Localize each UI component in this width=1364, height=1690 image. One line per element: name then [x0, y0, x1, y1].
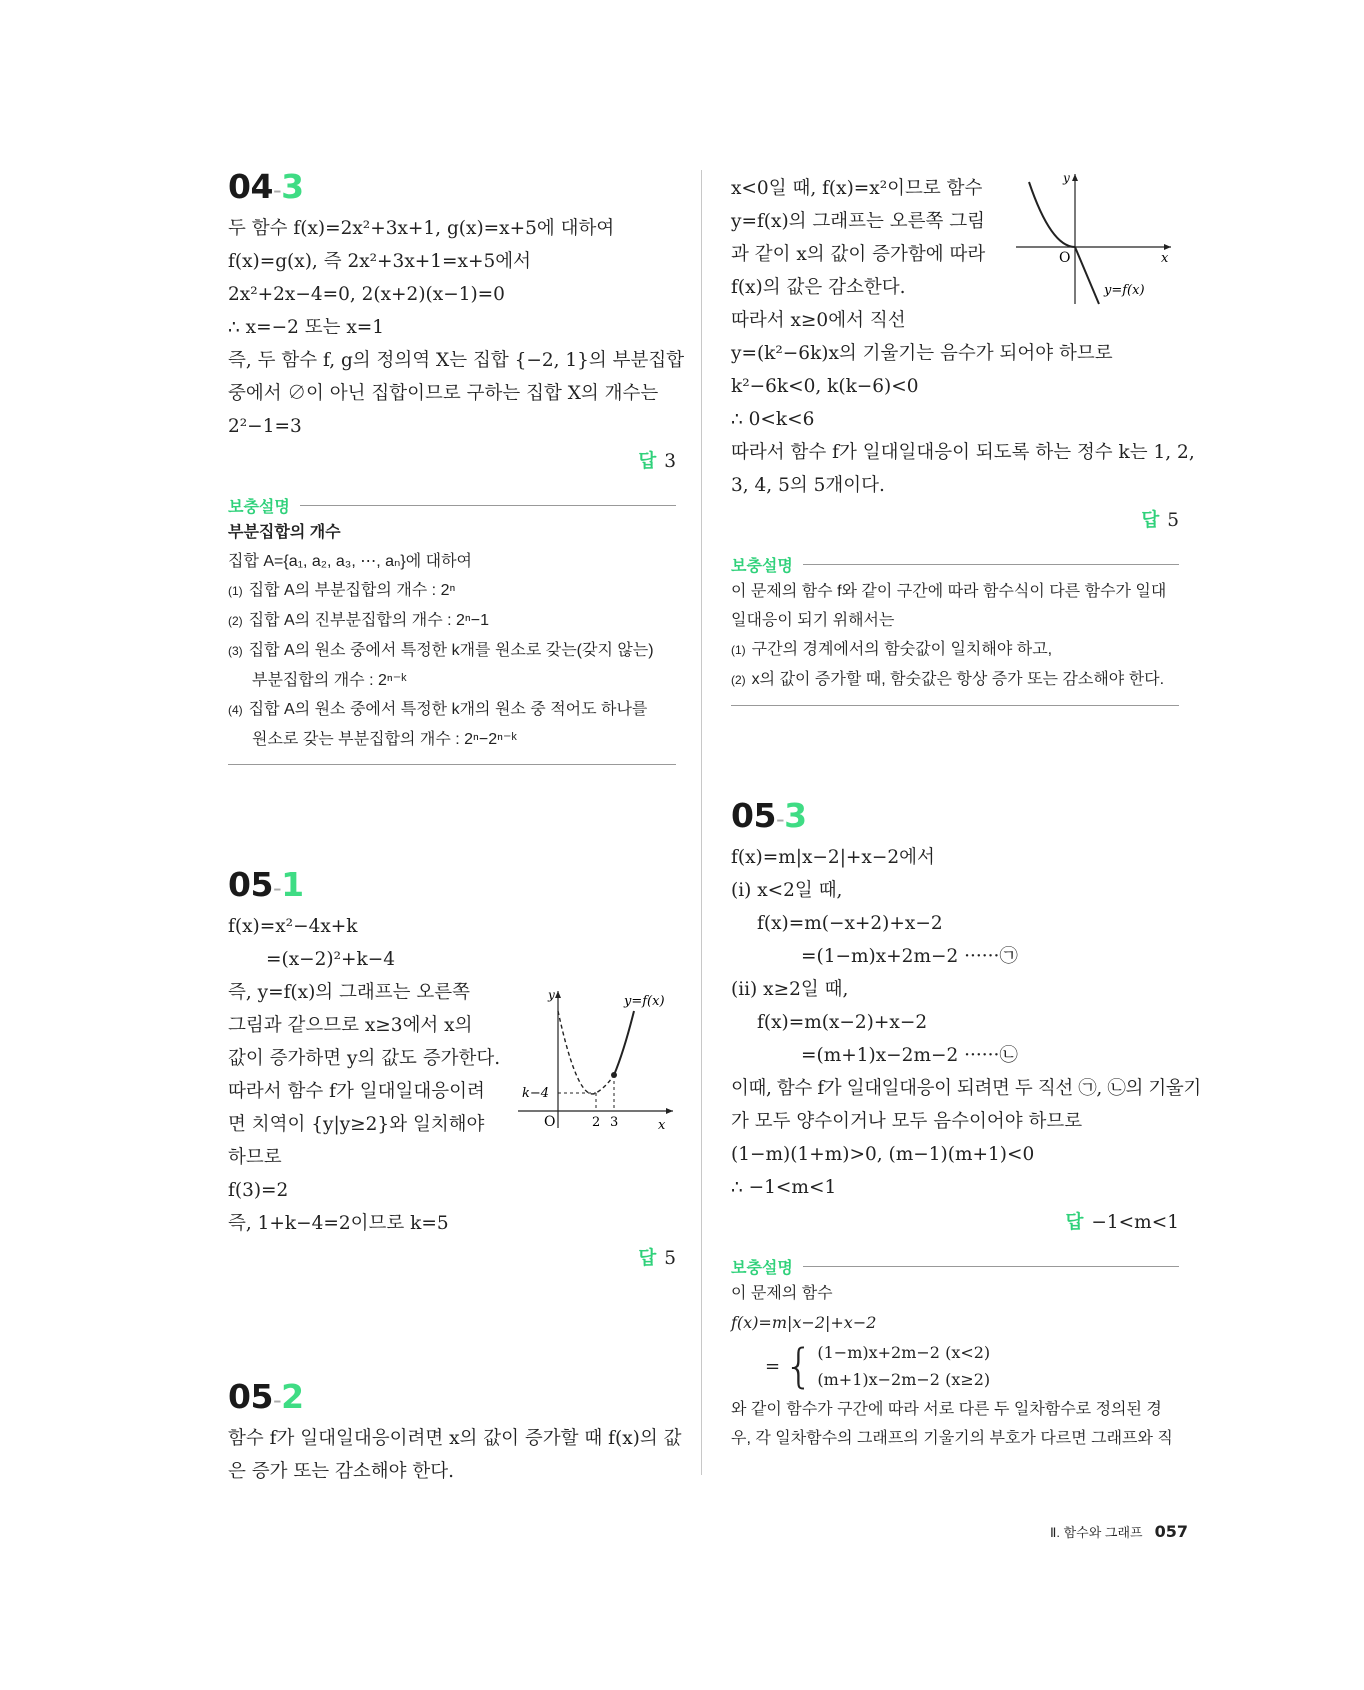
parabola-branch [1029, 182, 1075, 247]
solution-line: f(x)=g(x), 즉 2x²+3x+1=x+5에서 [228, 251, 531, 272]
section-05-1 [228, 863, 676, 1275]
piecewise-case: (1−m)x+2m−2 (x<2) [817, 1343, 991, 1362]
solution-line: f(x)=m(−x+2)+x−2 [757, 913, 943, 934]
supplement-header: 보충설명 [731, 551, 1179, 577]
section-05-3 [731, 794, 1201, 1463]
solution-line: y=(k²−6k)x의 기울기는 음수가 되어야 하므로 [731, 343, 1113, 364]
tick-3-label: 3 [610, 1115, 619, 1130]
piecewise-case: (m+1)x−2m−2 (x≥2) [817, 1370, 991, 1389]
chapter-label: Ⅱ. 함수와 그래프 [1050, 1525, 1143, 1540]
y-axis-label: y [1063, 171, 1070, 185]
solution-line: f(x)=m(x−2)+x−2 [757, 1012, 928, 1033]
solution-line: 면 치역이 {y|y≥2}와 일치해야 [228, 1114, 485, 1135]
x-axis-arrow [1164, 244, 1171, 250]
solution-line: 이때, 함수 f가 일대일대응이 되려면 두 직선 ㉠, ㉡의 기울기 [731, 1078, 1201, 1099]
solution-line: 즉, y=f(x)의 그래프는 오른쪽 [228, 982, 471, 1003]
solution-line: 과 같이 x의 값이 증가함에 따라 [731, 244, 986, 265]
solution-line: f(x)=m|x−2|+x−2에서 [731, 847, 935, 868]
left-column [228, 165, 685, 1488]
curve-label: y=f(x) [1104, 283, 1145, 298]
curve-label: y=f(x) [624, 994, 665, 1009]
page-number: 057 [1154, 1522, 1188, 1541]
solution-line: 하므로 [228, 1147, 282, 1168]
solution-line: 즉, 1+k−4=2이므로 k=5 [228, 1213, 449, 1234]
supplement-item: (2) 집합 A의 진부분집합의 개수 : 2ⁿ−1 [228, 612, 490, 629]
solution-line: 중에서 ∅이 아닌 집합이므로 구하는 집합 X의 개수는 [228, 383, 659, 404]
solution-line: 3, 4, 5의 5개이다. [731, 475, 885, 496]
solution-line: 함수 f가 일대일대응이려면 x의 값이 증가할 때 f(x)의 값 [228, 1428, 682, 1449]
solution-line: 따라서 x≥0에서 직선 [731, 310, 906, 331]
parabola-solid [614, 1011, 634, 1075]
parabola-graph [508, 983, 678, 1133]
supplement-item: 원소로 갖는 부분집합의 개수 : 2ⁿ−2ⁿ⁻ᵏ [252, 731, 517, 748]
origin-label: O [544, 1114, 556, 1130]
solution-line: =(x−2)²+k−4 [266, 949, 396, 970]
solution-line: (1−m)(1+m)>0, (m−1)(m+1)<0 [731, 1144, 1035, 1165]
answer: 답 3 [638, 451, 676, 472]
answer: 답 5 [1141, 510, 1179, 531]
section-title: 05-2 [228, 1377, 304, 1416]
answer: 답 5 [638, 1248, 676, 1269]
x-axis-label: x [658, 1118, 666, 1133]
supplement-line: 우, 각 일차함수의 그래프의 기울기의 부호가 다르면 그래프와 직 [731, 1430, 1173, 1447]
supplement-item: (4) 집합 A의 원소 중에서 특정한 k개의 원소 중 적어도 하나를 [228, 701, 648, 718]
section-05-2-continued [731, 171, 1195, 706]
y-axis-arrow [555, 991, 561, 998]
solution-line: =(m+1)x−2m−2 ······㉡ [801, 1045, 1018, 1066]
solution-line: 2x²+2x−4=0, 2(x+2)(x−1)=0 [228, 284, 505, 305]
section-04-3 [228, 165, 685, 765]
supplement-item: 부분집합의 개수 : 2ⁿ⁻ᵏ [252, 672, 407, 689]
supplement-line: f(x)=m|x−2|+x−2 [731, 1313, 877, 1332]
origin-label: O [1059, 250, 1071, 266]
solution-line: ∴ 0<k<6 [731, 409, 815, 430]
x-axis-label: x [1161, 251, 1169, 266]
solution-line: f(x)=x²−4x+k [228, 916, 358, 937]
solution-line: 즉, 두 함수 f, g의 정의역 X는 집합 {−2, 1}의 부분집합 [228, 350, 685, 371]
solution-line: y=f(x)의 그래프는 오른쪽 그림 [731, 211, 986, 232]
solution-line: ∴ −1<m<1 [731, 1177, 837, 1198]
supplement-box [228, 492, 676, 765]
supplement-title: 부분집합의 개수 [228, 524, 341, 541]
supplement-box [731, 1253, 1179, 1463]
solution-line: f(3)=2 [228, 1180, 289, 1201]
line-branch [1075, 247, 1099, 304]
supplement-line: 이 문제의 함수 f와 같이 구간에 따라 함수식이 다른 함수가 일대 [731, 583, 1167, 600]
x-axis-arrow [666, 1108, 673, 1114]
solution-line: x<0일 때, f(x)=x²이므로 함수 [731, 178, 983, 199]
parabola-dashed [558, 1011, 614, 1094]
supplement-item: (2) x의 값이 증가할 때, 함숫값은 항상 증가 또는 감소해야 한다. [731, 671, 1165, 688]
section-title: 05-1 [228, 865, 304, 904]
supplement-line: 이 문제의 함수 [731, 1285, 833, 1302]
right-column [731, 171, 1201, 1463]
section-title: 05-3 [731, 796, 807, 835]
solution-line: 값이 증가하면 y의 값도 증가한다. [228, 1048, 501, 1069]
equals-sign: = [765, 1355, 781, 1377]
y-axis-arrow [1072, 174, 1078, 181]
supplement-item: (3) 집합 A의 원소 중에서 특정한 k개를 원소로 갖는(갖지 않는) [228, 642, 654, 659]
tick-2-label: 2 [592, 1115, 601, 1130]
solution-line: 그림과 같으므로 x≥3에서 x의 [228, 1015, 473, 1036]
solution-line: f(x)의 값은 감소한다. [731, 277, 906, 298]
solution-line: (ⅱ) x≥2일 때, [731, 979, 849, 1000]
supplement-item: (1) 구간의 경계에서의 함숫값이 일치해야 하고, [731, 641, 1053, 658]
piecewise-graph [1011, 164, 1181, 314]
piecewise-definition [731, 1337, 1179, 1395]
left-brace: { [784, 1339, 814, 1393]
solution-line: 은 증가 또는 감소해야 한다. [228, 1461, 454, 1482]
supplement-box [731, 551, 1179, 706]
solution-line: (ⅰ) x<2일 때, [731, 880, 843, 901]
supplement-header: 보충설명 [228, 492, 676, 518]
supplement-item: (1) 집합 A의 부분집합의 개수 : 2ⁿ [228, 582, 456, 599]
solution-line: 2²−1=3 [228, 416, 302, 437]
y-axis-label: y [548, 988, 555, 1002]
solution-line: 가 모두 양수이거나 모두 음수이어야 하므로 [731, 1111, 1083, 1132]
supplement-header: 보충설명 [731, 1253, 1179, 1279]
solution-line: =(1−m)x+2m−2 ······㉠ [801, 946, 1018, 967]
section-05-2 [228, 1375, 682, 1488]
solution-line: k²−6k<0, k(k−6)<0 [731, 376, 919, 397]
supplement-line: 집합 A={a₁, a₂, a₃, ⋯, aₙ}에 대하여 [228, 553, 472, 570]
section-title: 04-3 [228, 167, 304, 206]
solution-line: 따라서 함수 f가 일대일대응이 되도록 하는 정수 k는 1, 2, [731, 442, 1195, 463]
solution-line: ∴ x=−2 또는 x=1 [228, 317, 385, 338]
k-4-label: k−4 [522, 1086, 550, 1101]
column-divider [701, 170, 702, 1475]
supplement-line: 일대응이 되기 위해서는 [731, 612, 895, 629]
answer: 답 −1<m<1 [1065, 1212, 1179, 1233]
solution-line: 따라서 함수 f가 일대일대응이려 [228, 1081, 485, 1102]
supplement-line: 와 같이 함수가 구간에 따라 서로 다른 두 일차함수로 정의된 경 [731, 1401, 1162, 1418]
page-footer [1050, 1522, 1188, 1541]
solution-line: 두 함수 f(x)=2x²+3x+1, g(x)=x+5에 대하여 [228, 218, 615, 239]
